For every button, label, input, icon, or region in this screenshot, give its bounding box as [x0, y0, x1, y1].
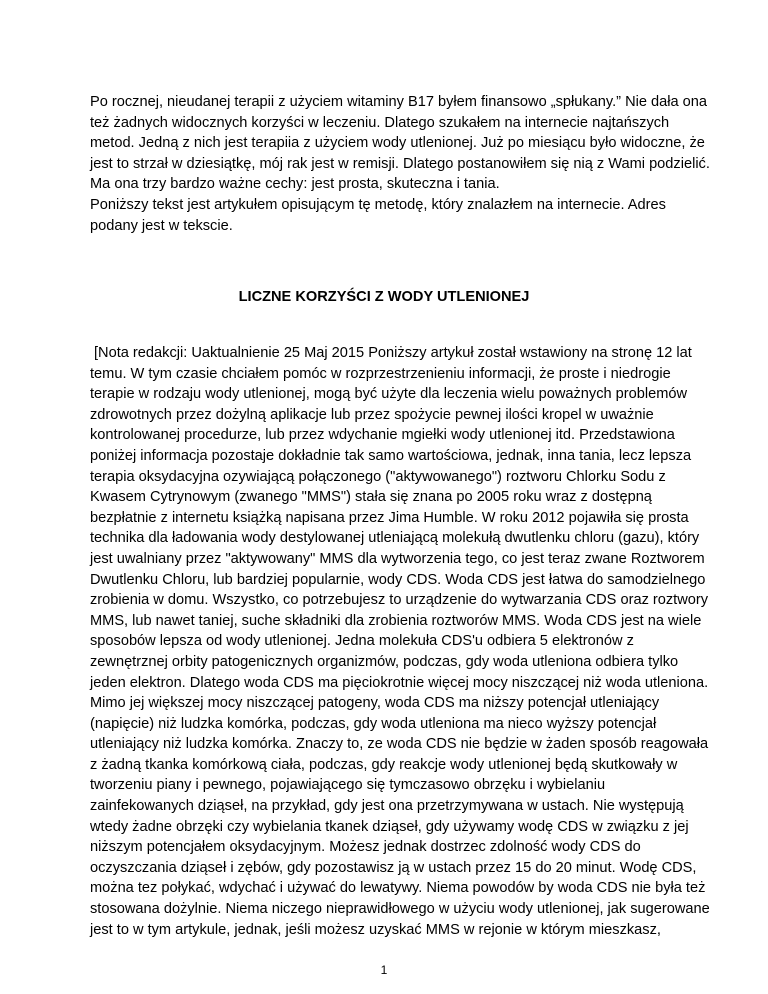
article-body-line: temu. W tym czasie chciałem pomóc w rozprzestrzenieniu informacji, że proste i niedrogie [90, 365, 671, 382]
page-number: 1 [380, 963, 388, 977]
article-body-line: Kwasem Cytrynowym (zwanego "MMS") stała się znana po 2005 roku wraz z dostępną [90, 489, 652, 506]
intro-line: Ma ona trzy bardzo ważne cechy: jest prosta, skuteczna i tania. [90, 176, 500, 193]
article-body-line: (napięcie) niż ludzka komórka, podczas, gdy woda utleniona ma nieco wyższy potencjał [90, 715, 657, 732]
article-title: LICZNE KORZYŚCI Z WODY UTLENIONEJ [238, 289, 530, 305]
source-note-line: podany jest w tekscie. [90, 217, 233, 234]
article-body-line: stosowana dożylnie. Niema niczego nieprawidłowego w użyciu wody utlenionej, jak sugerowane [90, 901, 710, 918]
intro-line: metod. Jedną z nich jest terapiia z użyciem wody utlenionej. Już po miesiącu było widoczne, że [90, 135, 705, 152]
article-body-line: bezpłatnie z internetu książką napisana przez Jima Humble. W roku 2012 pojawiła się prosta [90, 509, 689, 526]
article-body-line: jest uwalniany przez "aktywowany" MMS dla wytworzenia tego, co jest teraz zwane Roztworem [90, 550, 705, 567]
article-body-line: technika dla ładowania wody destylowanej utleniającą molekułą dwutlenku chloru (gazu), który [90, 530, 700, 547]
intro-paragraph [90, 92, 710, 195]
article-body-line: zainfekowanych dziąseł, na przykład, gdy jest ona przetrzymywana w ustach. Nie występują [90, 798, 684, 815]
source-note-line: Poniższy tekst jest artykułem opisującym tę metodę, który znalazłem na internecie. Adres [90, 197, 666, 213]
article-body-line: kontrolowanej procedurze, lub przez wdychanie mgiełki wody utlenionej itd. Przedstawiona [90, 427, 675, 444]
article-body-line: Mimo jej większej mocy niszczącej patogeny, woda CDS ma niższy potencjał utleniający [90, 695, 660, 712]
article-body-line: tworzeniu piany i pewnego, pojawiającego się tymczasowo obrzęku i wybielaniu [90, 777, 606, 794]
article-body-line: zdrowotnych przez dożylną aplikacje lub przez spożycie pewnej ilości kropel w uważnie [90, 406, 654, 423]
article-body-line: terapie w rodzaju wody utlenionej, mogą być użyte dla leczenia wielu poważnych problemów [90, 386, 688, 403]
article-body-line: wtedy żadne obrzęki czy wybielania tkanek dziąseł, gdy używamy wodę CDS w związku z jej [90, 818, 689, 835]
article-body-line: jeden elektron. Dlatego woda CDS ma pięciokrotnie więcej mocy niszczącej niż woda utleniona. [90, 674, 709, 691]
article-body-line: Dwutlenku Chloru, lub bardziej popularnie, wody CDS. Woda CDS jest łatwa do samodzielnego [90, 571, 706, 588]
article-body-paragraph [90, 343, 710, 940]
article-body-line: oczyszczania dziąseł i zębów, gdy pozostawisz ją w ustach przez 15 do 20 minut. Wodę CDS, [90, 859, 697, 876]
article-body-line: sposobów lepsza od wody utlenionej. Jedna molekuła CDS'u odbiera 5 elektronów z [90, 633, 634, 650]
intro-line: jest to strzał w dziesiątkę, mój rak jest w remisji. Dlatego postanowiłem się nią z Wami podzielić. [90, 155, 710, 172]
article-body-line: zrobienia w domu. Wszystko, co potrzebujesz to urządzenie do wytwarzania CDS oraz roztwory [90, 592, 709, 609]
source-note-paragraph [90, 195, 690, 236]
article-body-line: zewnętrznej orbity patogenicznych organizmów, podczas, gdy woda utleniona odbiera tylko [90, 653, 679, 670]
article-body-line: niższym potencjałem oksydacyjnym. Możesz jednak dostrzec zdolność wody CDS do [90, 839, 641, 856]
article-body-line: jest to w tym artykule, jednak, jeśli możesz uzyskać MMS w rejonie w którym mieszkasz, [90, 921, 661, 938]
article-body-line: można tez połykać, wdychać i używać do lewatywy. Niema powodów by woda CDS nie była też [90, 880, 706, 897]
intro-line: Po rocznej, nieudanej terapii z użyciem witaminy B17 byłem finansowo „spłukany.” Nie dała ona [90, 94, 708, 110]
intro-line: też żadnych widocznych korzyści w leczeniu. Dlatego szukałem na internecie najtańszych [90, 114, 670, 131]
article-body-line: terapia oksydacyjna ozywiającą połączonego ("aktywowanego") roztworu Chlorku Sodu z [90, 468, 666, 485]
article-body-line: MMS, lub nawet taniej, suche składniki dla zrobienia roztworów MMS. Woda CDS jest na wiele [90, 612, 702, 629]
article-body-line: poniżej informacja pozostaje dokładnie tak samo wartościowa, jednak, inna tania, lecz lepsza [90, 447, 692, 464]
article-body-line: utleniający niż ludzka komórka. Znaczy to, ze woda CDS nie będzie w żaden sposób reagowała [90, 736, 709, 753]
article-body-line: [Nota redakcji: Uaktualnienie 25 Maj 2015 Poniższy artykuł został wstawiony na stronę 12 lat [94, 345, 692, 361]
article-body-line: z żadną tkanka komórkową ciała, podczas, gdy reakcje wody utlenionej będą skutkowały w [90, 756, 678, 773]
